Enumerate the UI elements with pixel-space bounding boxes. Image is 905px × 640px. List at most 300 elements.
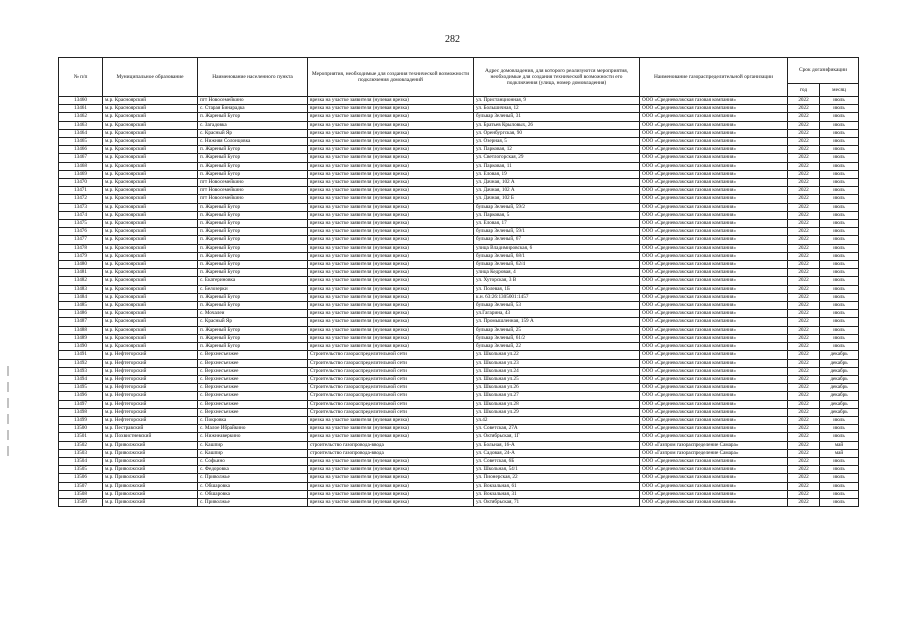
row-municipality: м.р. Красноярский xyxy=(103,105,198,113)
table-row xyxy=(59,351,859,359)
row-organization: ООО «Средневолжская газовая компания» xyxy=(640,343,788,351)
row-municipality: м.р. Красноярский xyxy=(103,302,198,310)
row-settlement: п. Жареный Бугор xyxy=(198,170,308,178)
row-settlement: пгт Новосемейкино xyxy=(198,195,308,203)
row-number: 13478 xyxy=(59,244,103,252)
row-year: 2022 xyxy=(788,302,820,310)
row-number: 13467 xyxy=(59,154,103,162)
row-settlement: пгт Новосемейкино xyxy=(198,187,308,195)
row-organization: ООО «Средневолжская газовая компания» xyxy=(640,105,788,113)
row-address: ул. Школьная ул.22 xyxy=(474,351,640,359)
row-municipality: м.р. Красноярский xyxy=(103,220,198,228)
row-address: ул. Оренбургская, 90 xyxy=(474,129,640,137)
row-month: июль xyxy=(820,285,859,293)
row-organization: ООО «Средневолжская газовая компания» xyxy=(640,187,788,195)
row-number: 13486 xyxy=(59,310,103,318)
row-address: ул. Советская, 27А xyxy=(474,425,640,433)
row-municipality: м.р. Приволжский xyxy=(103,466,198,474)
row-settlement: п. Жареный Бугор xyxy=(198,236,308,244)
table-row xyxy=(59,334,859,342)
row-address: ул. Школьная ул.25 xyxy=(474,375,640,383)
table-row xyxy=(59,187,859,195)
row-organization: ООО «Средневолжская газовая компания» xyxy=(640,310,788,318)
row-year: 2022 xyxy=(788,162,820,170)
row-year: 2022 xyxy=(788,170,820,178)
row-organization: ООО «Средневолжская газовая компания» xyxy=(640,211,788,219)
row-number: 13509 xyxy=(59,498,103,506)
table-row xyxy=(59,433,859,441)
row-measure: строительство газопровода-ввода xyxy=(308,441,474,449)
table-row xyxy=(59,105,859,113)
row-municipality: м.р. Красноярский xyxy=(103,162,198,170)
row-number: 13487 xyxy=(59,318,103,326)
row-municipality: м.р. Красноярский xyxy=(103,203,198,211)
table-row xyxy=(59,400,859,408)
row-organization: ООО «Средневолжская газовая компания» xyxy=(640,408,788,416)
row-address: ул. Дачная, 102 А xyxy=(474,187,640,195)
row-municipality: м.р. Красноярский xyxy=(103,228,198,236)
row-measure: врезка на участке заявителя (нулевая врезка) xyxy=(308,318,474,326)
row-measure: врезка на участке заявителя (нулевая врезка) xyxy=(308,293,474,301)
row-year: 2022 xyxy=(788,318,820,326)
row-year: 2022 xyxy=(788,490,820,498)
table-row xyxy=(59,236,859,244)
row-number: 13494 xyxy=(59,375,103,383)
row-number: 13468 xyxy=(59,162,103,170)
binding-mark xyxy=(7,446,9,456)
table-row xyxy=(59,425,859,433)
row-municipality: м.р. Нефтегорский xyxy=(103,384,198,392)
row-month: декабрь xyxy=(820,384,859,392)
table-row xyxy=(59,318,859,326)
row-settlement: с. Обшаровка xyxy=(198,482,308,490)
row-settlement: п. Жареный Бугор xyxy=(198,244,308,252)
table-row xyxy=(59,359,859,367)
row-month: июль xyxy=(820,97,859,105)
row-month: июль xyxy=(820,179,859,187)
row-measure: врезка на участке заявителя (нулевая врезка) xyxy=(308,416,474,424)
row-organization: ООО «Средневолжская газовая компания» xyxy=(640,416,788,424)
row-month: июль xyxy=(820,474,859,482)
row-organization: ООО «Средневолжская газовая компания» xyxy=(640,269,788,277)
row-settlement: с. Федоровка xyxy=(198,466,308,474)
row-measure: врезка на участке заявителя (нулевая врезка) xyxy=(308,105,474,113)
row-settlement: с. Верхнесъезжее xyxy=(198,408,308,416)
row-address: к.н. 63:26:1305001:1457 xyxy=(474,293,640,301)
table-row xyxy=(59,408,859,416)
row-settlement: с. Покровка xyxy=(198,416,308,424)
row-settlement: п. Жареный Бугор xyxy=(198,302,308,310)
row-month: декабрь xyxy=(820,400,859,408)
row-organization: ООО «Средневолжская газовая компания» xyxy=(640,375,788,383)
row-measure: врезка на участке заявителя (нулевая врезка) xyxy=(308,179,474,187)
row-number: 13481 xyxy=(59,269,103,277)
row-municipality: м.р. Красноярский xyxy=(103,277,198,285)
row-measure: врезка на участке заявителя (нулевая врезка) xyxy=(308,121,474,129)
row-number: 13489 xyxy=(59,334,103,342)
row-settlement: с. Екатериновка xyxy=(198,277,308,285)
row-month: июль xyxy=(820,220,859,228)
row-settlement: с. Красный Яр xyxy=(198,129,308,137)
row-address: ул. Еловая, 17 xyxy=(474,220,640,228)
row-number: 13488 xyxy=(59,326,103,334)
row-address: ул. Парковая, 12 xyxy=(474,146,640,154)
row-number: 13505 xyxy=(59,466,103,474)
binding-mark xyxy=(7,430,9,440)
row-municipality: м.р. Нефтегорский xyxy=(103,359,198,367)
row-year: 2022 xyxy=(788,138,820,146)
row-municipality: м.р. Красноярский xyxy=(103,343,198,351)
row-measure: врезка на участке заявителя (нулевая врезка) xyxy=(308,203,474,211)
row-measure: врезка на участке заявителя (нулевая врезка) xyxy=(308,457,474,465)
row-organization: ООО «Средневолжская газовая компания» xyxy=(640,236,788,244)
row-month: июль xyxy=(820,261,859,269)
table-row xyxy=(59,211,859,219)
row-municipality: м.р. Красноярский xyxy=(103,252,198,260)
row-month: июль xyxy=(820,170,859,178)
row-organization: ООО «Средневолжская газовая компания» xyxy=(640,228,788,236)
row-year: 2022 xyxy=(788,433,820,441)
row-measure: врезка на участке заявителя (нулевая врезка) xyxy=(308,277,474,285)
row-year: 2022 xyxy=(788,326,820,334)
row-organization: ООО «Средневолжская газовая компания» xyxy=(640,146,788,154)
row-municipality: м.р. Приволжский xyxy=(103,482,198,490)
row-number: 13498 xyxy=(59,408,103,416)
table-row xyxy=(59,343,859,351)
row-number: 13463 xyxy=(59,121,103,129)
row-number: 13461 xyxy=(59,105,103,113)
row-number: 13500 xyxy=(59,425,103,433)
row-municipality: м.р. Красноярский xyxy=(103,334,198,342)
row-measure: врезка на участке заявителя (нулевая врезка) xyxy=(308,252,474,260)
row-month: июль xyxy=(820,269,859,277)
row-year: 2022 xyxy=(788,195,820,203)
row-month: июль xyxy=(820,326,859,334)
table-row xyxy=(59,261,859,269)
table-row xyxy=(59,293,859,301)
row-measure: врезка на участке заявителя (нулевая врезка) xyxy=(308,154,474,162)
row-year: 2022 xyxy=(788,441,820,449)
row-address: ул. Парковая, 11 xyxy=(474,162,640,170)
row-number: 13506 xyxy=(59,474,103,482)
row-municipality: м.р. Красноярский xyxy=(103,170,198,178)
row-month: июль xyxy=(820,277,859,285)
row-address: бульвар Зеленый, 68/1 xyxy=(474,252,640,260)
row-month: июль xyxy=(820,203,859,211)
row-municipality: м.р. Красноярский xyxy=(103,187,198,195)
row-address: ул. Школьная, 54/1 xyxy=(474,466,640,474)
row-settlement: с. Верхнесъезжее xyxy=(198,359,308,367)
table-row xyxy=(59,138,859,146)
table-row xyxy=(59,252,859,260)
row-organization: ООО «Газпром газораспределение Самара» xyxy=(640,449,788,457)
table-row xyxy=(59,146,859,154)
row-municipality: м.р. Красноярский xyxy=(103,138,198,146)
row-organization: ООО «Средневолжская газовая компания» xyxy=(640,433,788,441)
table-row xyxy=(59,179,859,187)
row-settlement: п. Жареный Бугор xyxy=(198,146,308,154)
row-settlement: п. Жареный Бугор xyxy=(198,252,308,260)
row-measure: Строительство газораспределительной сети xyxy=(308,375,474,383)
table-row xyxy=(59,474,859,482)
table-row xyxy=(59,113,859,121)
row-measure: врезка на участке заявителя (нулевая врезка) xyxy=(308,162,474,170)
table-row xyxy=(59,482,859,490)
row-municipality: м.р. Похвистневский xyxy=(103,433,198,441)
row-address: ул. Промышленная, 159 А xyxy=(474,318,640,326)
page-number: 282 xyxy=(445,34,460,45)
row-number: 13471 xyxy=(59,187,103,195)
row-address: ул. Большичная, 12 xyxy=(474,105,640,113)
header-measures: Мероприятия, необходимые для создания технической возможности подключения домовладений xyxy=(308,58,474,97)
row-year: 2022 xyxy=(788,293,820,301)
row-year: 2022 xyxy=(788,220,820,228)
row-number: 13476 xyxy=(59,228,103,236)
row-year: 2022 xyxy=(788,384,820,392)
row-measure: врезка на участке заявителя (нулевая врезка) xyxy=(308,310,474,318)
table-row xyxy=(59,441,859,449)
gasification-table xyxy=(58,57,859,507)
row-settlement: с. Нижняя Солонцовка xyxy=(198,138,308,146)
row-number: 13474 xyxy=(59,211,103,219)
row-number: 13491 xyxy=(59,351,103,359)
row-settlement: с. Загадовка xyxy=(198,121,308,129)
header-gdo: Наименование газораспределительной организации xyxy=(640,58,788,97)
row-year: 2022 xyxy=(788,359,820,367)
table-row xyxy=(59,277,859,285)
row-number: 13496 xyxy=(59,392,103,400)
table-row xyxy=(59,244,859,252)
row-organization: ООО «Средневолжская газовая компания» xyxy=(640,203,788,211)
row-year: 2022 xyxy=(788,466,820,474)
row-month: июль xyxy=(820,302,859,310)
row-measure: врезка на участке заявителя (нулевая врезка) xyxy=(308,466,474,474)
row-settlement: с. Обшаровка xyxy=(198,490,308,498)
row-municipality: м.р. Красноярский xyxy=(103,326,198,334)
table-body xyxy=(59,97,859,507)
row-organization: ООО «Средневолжская газовая компания» xyxy=(640,457,788,465)
row-settlement: п. Жареный Бугор xyxy=(198,269,308,277)
row-measure: Строительство газораспределительной сети xyxy=(308,400,474,408)
row-settlement: пгт Новосемейкино xyxy=(198,97,308,105)
row-month: июль xyxy=(820,105,859,113)
row-year: 2022 xyxy=(788,367,820,375)
row-month: июль xyxy=(820,195,859,203)
row-settlement: п. Жареный Бугор xyxy=(198,334,308,342)
row-address: ул. Школьная ул.24 xyxy=(474,367,640,375)
row-month: июль xyxy=(820,310,859,318)
row-address: улица Кедровая, 4 xyxy=(474,269,640,277)
row-year: 2022 xyxy=(788,408,820,416)
row-number: 13464 xyxy=(59,129,103,137)
row-number: 13472 xyxy=(59,195,103,203)
table-row xyxy=(59,449,859,457)
row-municipality: м.р. Красноярский xyxy=(103,244,198,252)
row-municipality: м.р. Пестравский xyxy=(103,425,198,433)
row-organization: ООО «Средневолжская газовая компания» xyxy=(640,179,788,187)
row-address: ул. Вокзальная, 31 xyxy=(474,490,640,498)
row-address: ул. Братьев Крыловых, 26 xyxy=(474,121,640,129)
row-address: ул. Школьная ул.27 xyxy=(474,392,640,400)
row-municipality: м.р. Красноярский xyxy=(103,179,198,187)
row-organization: ООО «Средневолжская газовая компания» xyxy=(640,293,788,301)
row-address: ул. Школьная ул.23 xyxy=(474,359,640,367)
row-address: ул. Школьная ул.29 xyxy=(474,408,640,416)
binding-mark xyxy=(7,398,9,408)
row-organization: ООО «Средневолжская газовая компания» xyxy=(640,498,788,506)
row-number: 13465 xyxy=(59,138,103,146)
row-year: 2022 xyxy=(788,105,820,113)
row-organization: ООО «Газпром газораспределение Самара» xyxy=(640,441,788,449)
row-organization: ООО «Средневолжская газовая компания» xyxy=(640,220,788,228)
row-address: ул. Пионерская, 22 xyxy=(474,474,640,482)
row-organization: ООО «Средневолжская газовая компания» xyxy=(640,351,788,359)
row-number: 13484 xyxy=(59,293,103,301)
row-organization: ООО «Средневолжская газовая компания» xyxy=(640,326,788,334)
table-row xyxy=(59,392,859,400)
table-row xyxy=(59,228,859,236)
row-measure: врезка на участке заявителя (нулевая врезка) xyxy=(308,326,474,334)
row-settlement: с. Верхнесъезжее xyxy=(198,392,308,400)
row-month: июль xyxy=(820,211,859,219)
row-month: июль xyxy=(820,498,859,506)
header-year: год xyxy=(788,84,820,97)
row-address: ул.42 xyxy=(474,416,640,424)
row-number: 13502 xyxy=(59,441,103,449)
row-year: 2022 xyxy=(788,474,820,482)
row-number: 13470 xyxy=(59,179,103,187)
row-year: 2022 xyxy=(788,375,820,383)
row-measure: врезка на участке заявителя (нулевая врезка) xyxy=(308,195,474,203)
row-year: 2022 xyxy=(788,121,820,129)
row-measure: врезка на участке заявителя (нулевая врезка) xyxy=(308,146,474,154)
table-row xyxy=(59,466,859,474)
row-number: 13495 xyxy=(59,384,103,392)
table-row xyxy=(59,498,859,506)
row-organization: ООО «Средневолжская газовая компания» xyxy=(640,252,788,260)
row-organization: ООО «Средневолжская газовая компания» xyxy=(640,384,788,392)
row-address: ул. Вокзальная, 61 xyxy=(474,482,640,490)
row-organization: ООО «Средневолжская газовая компания» xyxy=(640,121,788,129)
row-address: бульвар Зеленый, 31 xyxy=(474,113,640,121)
row-municipality: м.р. Нефтегорский xyxy=(103,416,198,424)
row-municipality: м.р. Нефтегорский xyxy=(103,367,198,375)
row-address: ул. Парковая, 5 xyxy=(474,211,640,219)
row-month: июль xyxy=(820,129,859,137)
table-row xyxy=(59,302,859,310)
row-organization: ООО «Средневолжская газовая компания» xyxy=(640,195,788,203)
row-number: 13499 xyxy=(59,416,103,424)
row-year: 2022 xyxy=(788,334,820,342)
row-organization: ООО «Средневолжская газовая компания» xyxy=(640,129,788,137)
row-settlement: п. Жареный Бугор xyxy=(198,220,308,228)
row-measure: врезка на участке заявителя (нулевая врезка) xyxy=(308,269,474,277)
row-settlement: п. Жареный Бугор xyxy=(198,162,308,170)
table-row xyxy=(59,170,859,178)
row-settlement: с. Верхнесъезжее xyxy=(198,351,308,359)
row-number: 13501 xyxy=(59,433,103,441)
row-year: 2022 xyxy=(788,179,820,187)
row-year: 2022 xyxy=(788,203,820,211)
row-settlement: пгт Новосемейкино xyxy=(198,179,308,187)
row-number: 13483 xyxy=(59,285,103,293)
row-year: 2022 xyxy=(788,154,820,162)
row-month: июль xyxy=(820,457,859,465)
table-header xyxy=(59,58,859,97)
row-address: ул. Октябрьская, 71 xyxy=(474,498,640,506)
row-month: июль xyxy=(820,154,859,162)
row-month: июль xyxy=(820,334,859,342)
row-year: 2022 xyxy=(788,244,820,252)
row-month: июль xyxy=(820,187,859,195)
row-address: ул. Садовая, 24-А xyxy=(474,449,640,457)
row-address: улица Владимировская, 6 xyxy=(474,244,640,252)
row-address: ул. Школьная ул.28 xyxy=(474,400,640,408)
row-month: июль xyxy=(820,490,859,498)
row-municipality: м.р. Красноярский xyxy=(103,129,198,137)
row-number: 13477 xyxy=(59,236,103,244)
row-number: 13493 xyxy=(59,367,103,375)
row-organization: ООО «Средневолжская газовая компания» xyxy=(640,474,788,482)
row-number: 13475 xyxy=(59,220,103,228)
row-organization: ООО «Средневолжская газовая компания» xyxy=(640,302,788,310)
row-measure: Строительство газораспределительной сети xyxy=(308,367,474,375)
row-settlement: п. Жареный Бугор xyxy=(198,326,308,334)
row-month: декабрь xyxy=(820,351,859,359)
table-row xyxy=(59,121,859,129)
row-year: 2022 xyxy=(788,482,820,490)
row-organization: ООО «Средневолжская газовая компания» xyxy=(640,138,788,146)
row-measure: врезка на участке заявителя (нулевая врезка) xyxy=(308,261,474,269)
row-address: ул. Советская, 6Б xyxy=(474,457,640,465)
row-measure: врезка на участке заявителя (нулевая врезка) xyxy=(308,498,474,506)
document-sheet xyxy=(58,57,858,507)
row-address: ул. Озерная, 5 xyxy=(474,138,640,146)
row-municipality: м.р. Красноярский xyxy=(103,146,198,154)
row-municipality: м.р. Приволжский xyxy=(103,441,198,449)
header-num: № п/п xyxy=(59,58,103,97)
binding-mark xyxy=(7,414,9,424)
row-organization: ООО «Средневолжская газовая компания» xyxy=(640,490,788,498)
row-organization: ООО «Средневолжская газовая компания» xyxy=(640,277,788,285)
row-year: 2022 xyxy=(788,285,820,293)
row-number: 13503 xyxy=(59,449,103,457)
row-settlement: п. Жареный Бугор xyxy=(198,211,308,219)
row-settlement: с. Софьино xyxy=(198,457,308,465)
row-settlement: п. Жареный Бугор xyxy=(198,261,308,269)
row-month: декабрь xyxy=(820,359,859,367)
row-municipality: м.р. Красноярский xyxy=(103,97,198,105)
row-measure: врезка на участке заявителя (нулевая врезка) xyxy=(308,433,474,441)
row-measure: врезка на участке заявителя (нулевая врезка) xyxy=(308,244,474,252)
table-row xyxy=(59,195,859,203)
row-municipality: м.р. Приволжский xyxy=(103,498,198,506)
row-settlement: с. Верхнесъезжее xyxy=(198,384,308,392)
row-year: 2022 xyxy=(788,269,820,277)
row-municipality: м.р. Красноярский xyxy=(103,211,198,219)
row-address: ул. Больная, 16-А xyxy=(474,441,640,449)
table-row xyxy=(59,154,859,162)
row-address: ул. Пристанционная, 9 xyxy=(474,97,640,105)
row-organization: ООО «Средневолжская газовая компания» xyxy=(640,285,788,293)
row-settlement: с. Приволжье xyxy=(198,498,308,506)
row-number: 13485 xyxy=(59,302,103,310)
row-address: ул. Хуторская, 3 В xyxy=(474,277,640,285)
row-number: 13490 xyxy=(59,343,103,351)
row-month: июль xyxy=(820,343,859,351)
row-month: июль xyxy=(820,146,859,154)
row-year: 2022 xyxy=(788,236,820,244)
